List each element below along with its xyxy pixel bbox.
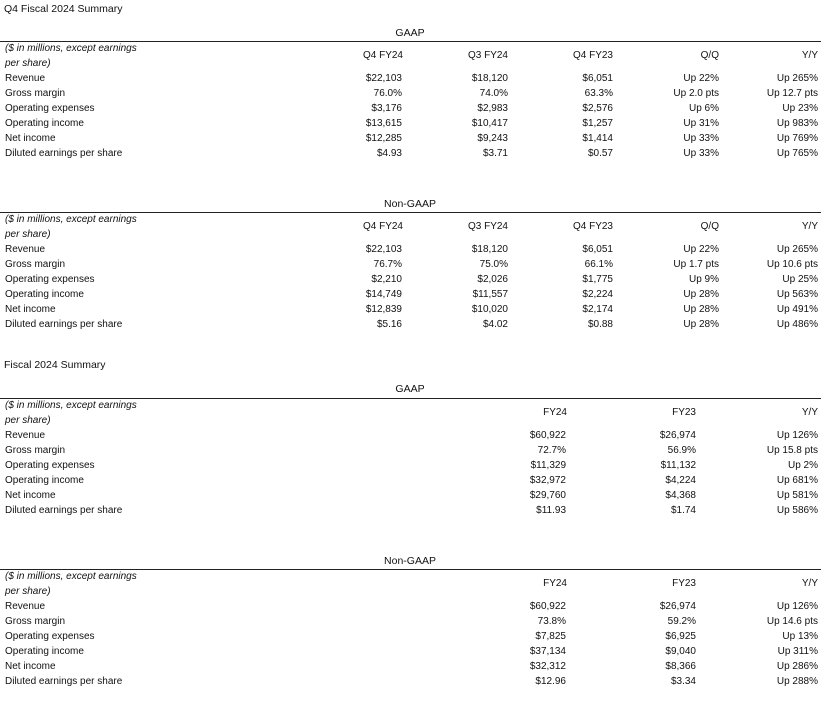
row-label: Diluted earnings per share — [5, 319, 123, 330]
row-label: Revenue — [5, 73, 46, 84]
table-cell: Up 311% — [777, 646, 818, 657]
table-cell: 66.1% — [584, 259, 613, 270]
table-cell: $29,760 — [529, 490, 566, 501]
table-group-label: Non-GAAP — [384, 555, 436, 567]
row-label: Net income — [5, 490, 56, 501]
table-cell: $4,224 — [665, 475, 696, 486]
units-note: ($ in millions, except earnings — [5, 571, 137, 582]
table-cell: Up 2% — [787, 460, 818, 471]
table-cell: 63.3% — [584, 88, 613, 99]
table-cell: Up 581% — [776, 490, 818, 501]
table-cell: 73.8% — [537, 616, 566, 627]
table-cell: $6,051 — [582, 73, 613, 84]
row-label: Operating income — [5, 289, 84, 300]
row-label: Operating income — [5, 118, 84, 129]
table-cell: Up 28% — [683, 289, 719, 300]
table-cell: Up 28% — [683, 319, 719, 330]
column-header: Q4 FY23 — [572, 50, 613, 61]
units-note: per share) — [5, 415, 51, 426]
table-cell: $60,922 — [529, 430, 566, 441]
table-cell: Up 288% — [776, 676, 818, 687]
row-label: Gross margin — [5, 616, 66, 627]
table-divider — [0, 212, 821, 213]
column-header: Q/Q — [700, 221, 719, 232]
table-cell: Up 33% — [683, 133, 719, 144]
column-header: Y/Y — [801, 50, 818, 61]
row-label: Diluted earnings per share — [5, 676, 123, 687]
column-header: Q4 FY24 — [362, 221, 403, 232]
table-cell: Up 563% — [776, 289, 818, 300]
row-label: Net income — [5, 133, 56, 144]
table-cell: $9,040 — [665, 646, 696, 657]
row-label: Operating income — [5, 475, 84, 486]
table-cell: $12,285 — [365, 133, 402, 144]
column-header: Q3 FY24 — [467, 221, 508, 232]
units-note: ($ in millions, except earnings — [5, 400, 137, 411]
table-cell: $3.71 — [482, 148, 508, 159]
table-cell: $2,983 — [477, 103, 508, 114]
table-cell: 76.0% — [373, 88, 402, 99]
column-header: FY23 — [672, 407, 696, 418]
table-cell: 74.0% — [479, 88, 508, 99]
table-cell: Up 22% — [683, 244, 719, 255]
units-note: per share) — [5, 586, 51, 597]
column-header: FY24 — [543, 578, 567, 589]
table-cell: $5.16 — [376, 319, 402, 330]
table-cell: Up 23% — [782, 103, 818, 114]
table-divider — [0, 569, 821, 570]
column-header: Q4 FY24 — [362, 50, 403, 61]
table-cell: $37,134 — [529, 646, 566, 657]
section-title: Q4 Fiscal 2024 Summary — [4, 3, 123, 15]
table-cell: $2,576 — [582, 103, 613, 114]
table-cell: Up 28% — [683, 304, 719, 315]
table-cell: $9,243 — [477, 133, 508, 144]
row-label: Operating income — [5, 646, 84, 657]
table-cell: 75.0% — [479, 259, 508, 270]
column-header: Q3 FY24 — [467, 50, 508, 61]
table-cell: 56.9% — [667, 445, 696, 456]
table-cell: Up 491% — [776, 304, 818, 315]
table-cell: $26,974 — [659, 601, 696, 612]
column-header: FY24 — [543, 407, 567, 418]
table-group-label: GAAP — [395, 383, 425, 395]
table-cell: Up 769% — [776, 133, 818, 144]
table-cell: $10,020 — [471, 304, 508, 315]
table-cell: Up 9% — [688, 274, 719, 285]
table-cell: Up 13% — [782, 631, 818, 642]
table-cell: Up 286% — [776, 661, 818, 672]
table-cell: Up 22% — [683, 73, 719, 84]
table-cell: Up 12.7 pts — [766, 88, 818, 99]
table-cell: 76.7% — [373, 259, 402, 270]
table-cell: Up 2.0 pts — [673, 88, 719, 99]
table-cell: $0.88 — [587, 319, 613, 330]
table-cell: Up 983% — [776, 118, 818, 129]
table-cell: Up 265% — [776, 244, 818, 255]
table-cell: Up 31% — [683, 118, 719, 129]
table-cell: $6,925 — [665, 631, 696, 642]
table-cell: 59.2% — [667, 616, 696, 627]
column-header: Q/Q — [700, 50, 719, 61]
table-cell: $22,103 — [365, 244, 402, 255]
table-cell: $2,026 — [477, 274, 508, 285]
table-cell: $11.93 — [536, 505, 566, 516]
row-label: Gross margin — [5, 259, 66, 270]
table-cell: Up 126% — [776, 601, 818, 612]
table-cell: $14,749 — [365, 289, 402, 300]
table-cell: $11,132 — [660, 460, 696, 471]
row-label: Revenue — [5, 244, 46, 255]
table-cell: Up 25% — [782, 274, 818, 285]
table-cell: Up 15.8 pts — [766, 445, 818, 456]
row-label: Diluted earnings per share — [5, 148, 123, 159]
row-label: Revenue — [5, 430, 46, 441]
column-header: Y/Y — [801, 407, 818, 418]
table-cell: $32,312 — [529, 661, 566, 672]
units-note: ($ in millions, except earnings — [5, 214, 137, 225]
table-cell: 72.7% — [537, 445, 566, 456]
table-cell: $6,051 — [582, 244, 613, 255]
table-cell: Up 33% — [683, 148, 719, 159]
table-cell: Up 586% — [776, 505, 818, 516]
table-divider — [0, 398, 821, 399]
table-cell: $8,366 — [665, 661, 696, 672]
column-header: FY23 — [672, 578, 696, 589]
units-note: per share) — [5, 58, 51, 69]
table-cell: $7,825 — [535, 631, 566, 642]
table-cell: $1,257 — [582, 118, 613, 129]
table-cell: $32,972 — [529, 475, 566, 486]
units-note: per share) — [5, 229, 51, 240]
row-label: Operating expenses — [5, 631, 95, 642]
column-header: Y/Y — [801, 221, 818, 232]
table-cell: Up 14.6 pts — [766, 616, 818, 627]
table-cell: $4.02 — [482, 319, 508, 330]
table-cell: Up 765% — [776, 148, 818, 159]
table-cell: $2,224 — [582, 289, 613, 300]
table-cell: $11,329 — [530, 460, 566, 471]
column-header: Y/Y — [801, 578, 818, 589]
table-cell: $0.57 — [587, 148, 613, 159]
table-cell: $12.96 — [535, 676, 566, 687]
row-label: Gross margin — [5, 88, 66, 99]
row-label: Net income — [5, 304, 56, 315]
table-cell: $10,417 — [471, 118, 508, 129]
table-cell: $3.34 — [670, 676, 696, 687]
units-note: ($ in millions, except earnings — [5, 43, 137, 54]
table-cell: Up 265% — [776, 73, 818, 84]
table-cell: $3,176 — [371, 103, 402, 114]
row-label: Revenue — [5, 601, 46, 612]
row-label: Diluted earnings per share — [5, 505, 123, 516]
table-cell: Up 486% — [776, 319, 818, 330]
table-cell: Up 1.7 pts — [673, 259, 719, 270]
column-header: Q4 FY23 — [572, 221, 613, 232]
table-cell: $11,557 — [472, 289, 508, 300]
table-divider — [0, 41, 821, 42]
section-title: Fiscal 2024 Summary — [4, 359, 106, 371]
table-group-label: GAAP — [395, 27, 425, 39]
table-cell: $18,120 — [471, 73, 508, 84]
table-cell: $1,414 — [582, 133, 613, 144]
table-cell: $22,103 — [365, 73, 402, 84]
table-cell: $1,775 — [582, 274, 613, 285]
table-cell: $13,615 — [365, 118, 402, 129]
table-cell: $18,120 — [471, 244, 508, 255]
table-cell: $2,210 — [371, 274, 402, 285]
row-label: Net income — [5, 661, 56, 672]
table-group-label: Non-GAAP — [384, 198, 436, 210]
row-label: Gross margin — [5, 445, 66, 456]
table-cell: Up 10.6 pts — [766, 259, 818, 270]
table-cell: Up 6% — [688, 103, 719, 114]
table-cell: $60,922 — [529, 601, 566, 612]
table-cell: $4,368 — [665, 490, 696, 501]
row-label: Operating expenses — [5, 274, 95, 285]
table-cell: $26,974 — [659, 430, 696, 441]
table-cell: Up 126% — [776, 430, 818, 441]
table-cell: $1.74 — [670, 505, 696, 516]
table-cell: Up 681% — [776, 475, 818, 486]
row-label: Operating expenses — [5, 103, 95, 114]
table-cell: $12,839 — [365, 304, 402, 315]
table-cell: $2,174 — [582, 304, 613, 315]
row-label: Operating expenses — [5, 460, 95, 471]
table-cell: $4.93 — [376, 148, 402, 159]
